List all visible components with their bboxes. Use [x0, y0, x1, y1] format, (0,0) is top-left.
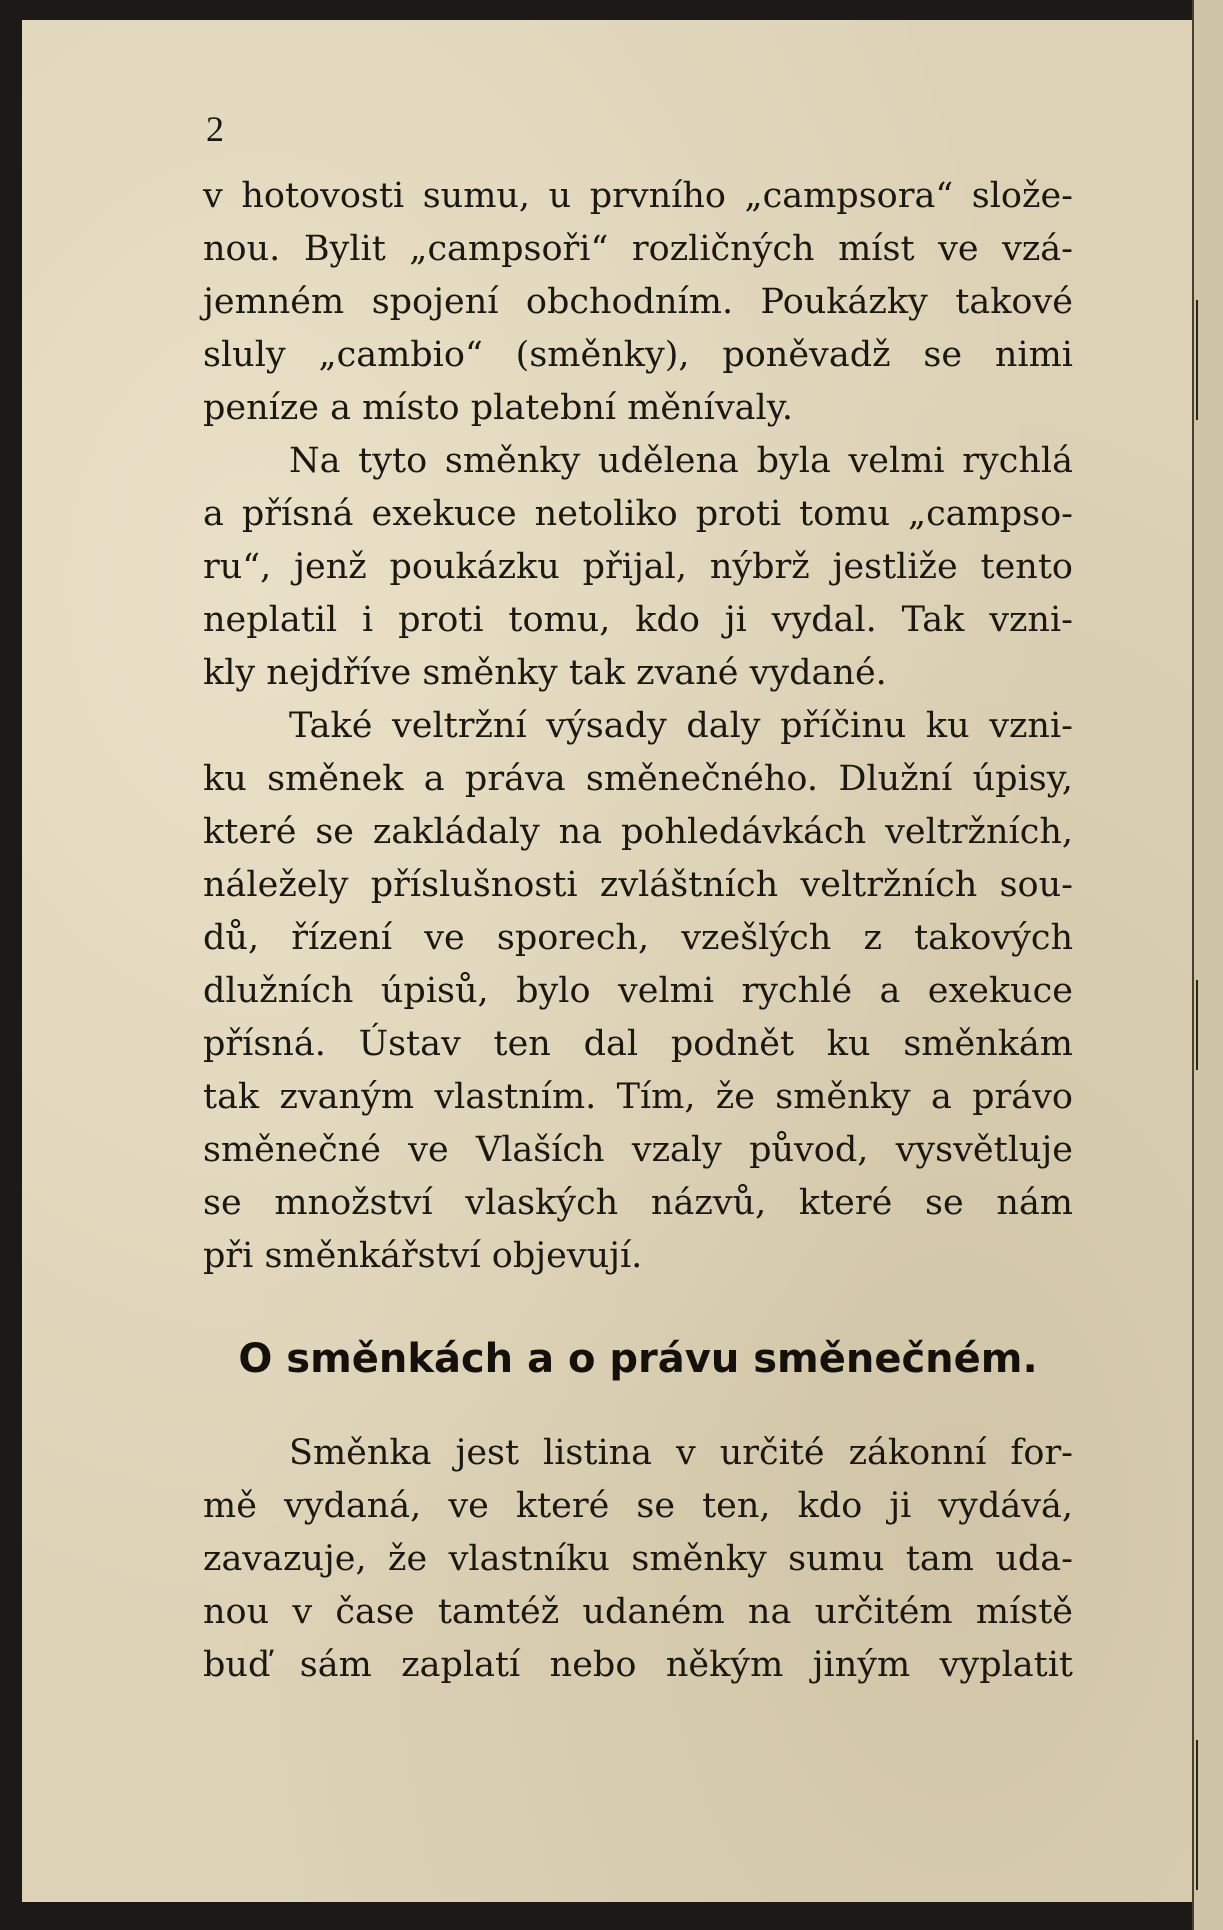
text-line: nou v čase tamtéž udaném na určitém místě — [203, 1592, 1073, 1632]
text-line: neplatil i proti tomu, kdo ji vydal. Tak vzni- — [203, 600, 1073, 640]
spine-shadow-mark — [1196, 1740, 1198, 1890]
text-line: přísná. Ústav ten dal podnět ku směnkám — [203, 1024, 1073, 1064]
text-line: jemném spojení obchodním. Poukázky takové — [203, 282, 1073, 322]
section-heading: O směnkách a o právu směnečném. — [238, 1336, 1038, 1382]
text-line: se množství vlaských názvů, které se nám — [203, 1183, 1073, 1223]
text-line: ku směnek a práva směnečného. Dlužní úpisy, — [203, 759, 1073, 799]
text-line: a přísná exekuce netoliko proti tomu „campso- — [203, 494, 1073, 534]
text-line: Směnka jest listina v určité zákonní for- — [289, 1433, 1073, 1473]
text-line: Na tyto směnky udělena byla velmi rychlá — [289, 441, 1073, 481]
text-line: při směnkářství objevují. — [203, 1236, 643, 1276]
text-line: kly nejdříve směnky tak zvané vydané. — [203, 653, 887, 693]
page-number: 2 — [206, 109, 224, 149]
text-line: které se zakládaly na pohledávkách veltržních, — [203, 812, 1073, 852]
body-text-section-2 — [203, 1427, 1073, 1692]
text-line: zavazuje, že vlastníku směnky sumu tam uda- — [203, 1539, 1073, 1579]
text-line: směnečné ve Vlaších vzaly původ, vysvětluje — [203, 1130, 1073, 1170]
text-line: náležely příslušnosti zvláštních veltržních sou- — [203, 865, 1073, 905]
text-line: Také veltržní výsady daly příčinu ku vzni- — [289, 706, 1073, 746]
text-line: sluly „cambio“ (směnky), poněvadž se nimi — [203, 335, 1073, 375]
text-line: peníze a místo platební měnívaly. — [203, 388, 793, 428]
text-line: ru“, jenž poukázku přijal, nýbrž jestliže tento — [203, 547, 1073, 587]
book-spine — [1192, 0, 1223, 1930]
text-line: mě vydaná, ve které se ten, kdo ji vydává, — [203, 1486, 1073, 1526]
text-line: tak zvaným vlastním. Tím, že směnky a právo — [203, 1077, 1073, 1117]
text-line: buď sám zaplatí nebo někým jiným vyplatit — [203, 1645, 1073, 1685]
body-text — [203, 170, 1073, 1283]
spine-shadow-mark — [1196, 980, 1198, 1070]
spine-shadow-mark — [1196, 300, 1198, 420]
text-line: dů, řízení ve sporech, vzešlých z takových — [203, 918, 1073, 958]
text-line: nou. Bylit „campsoři“ rozličných míst ve vzá- — [203, 229, 1073, 269]
text-line: v hotovosti sumu, u prvního „campsora“ slože- — [203, 176, 1073, 216]
text-line: dlužních úpisů, bylo velmi rychlé a exekuce — [203, 971, 1073, 1011]
